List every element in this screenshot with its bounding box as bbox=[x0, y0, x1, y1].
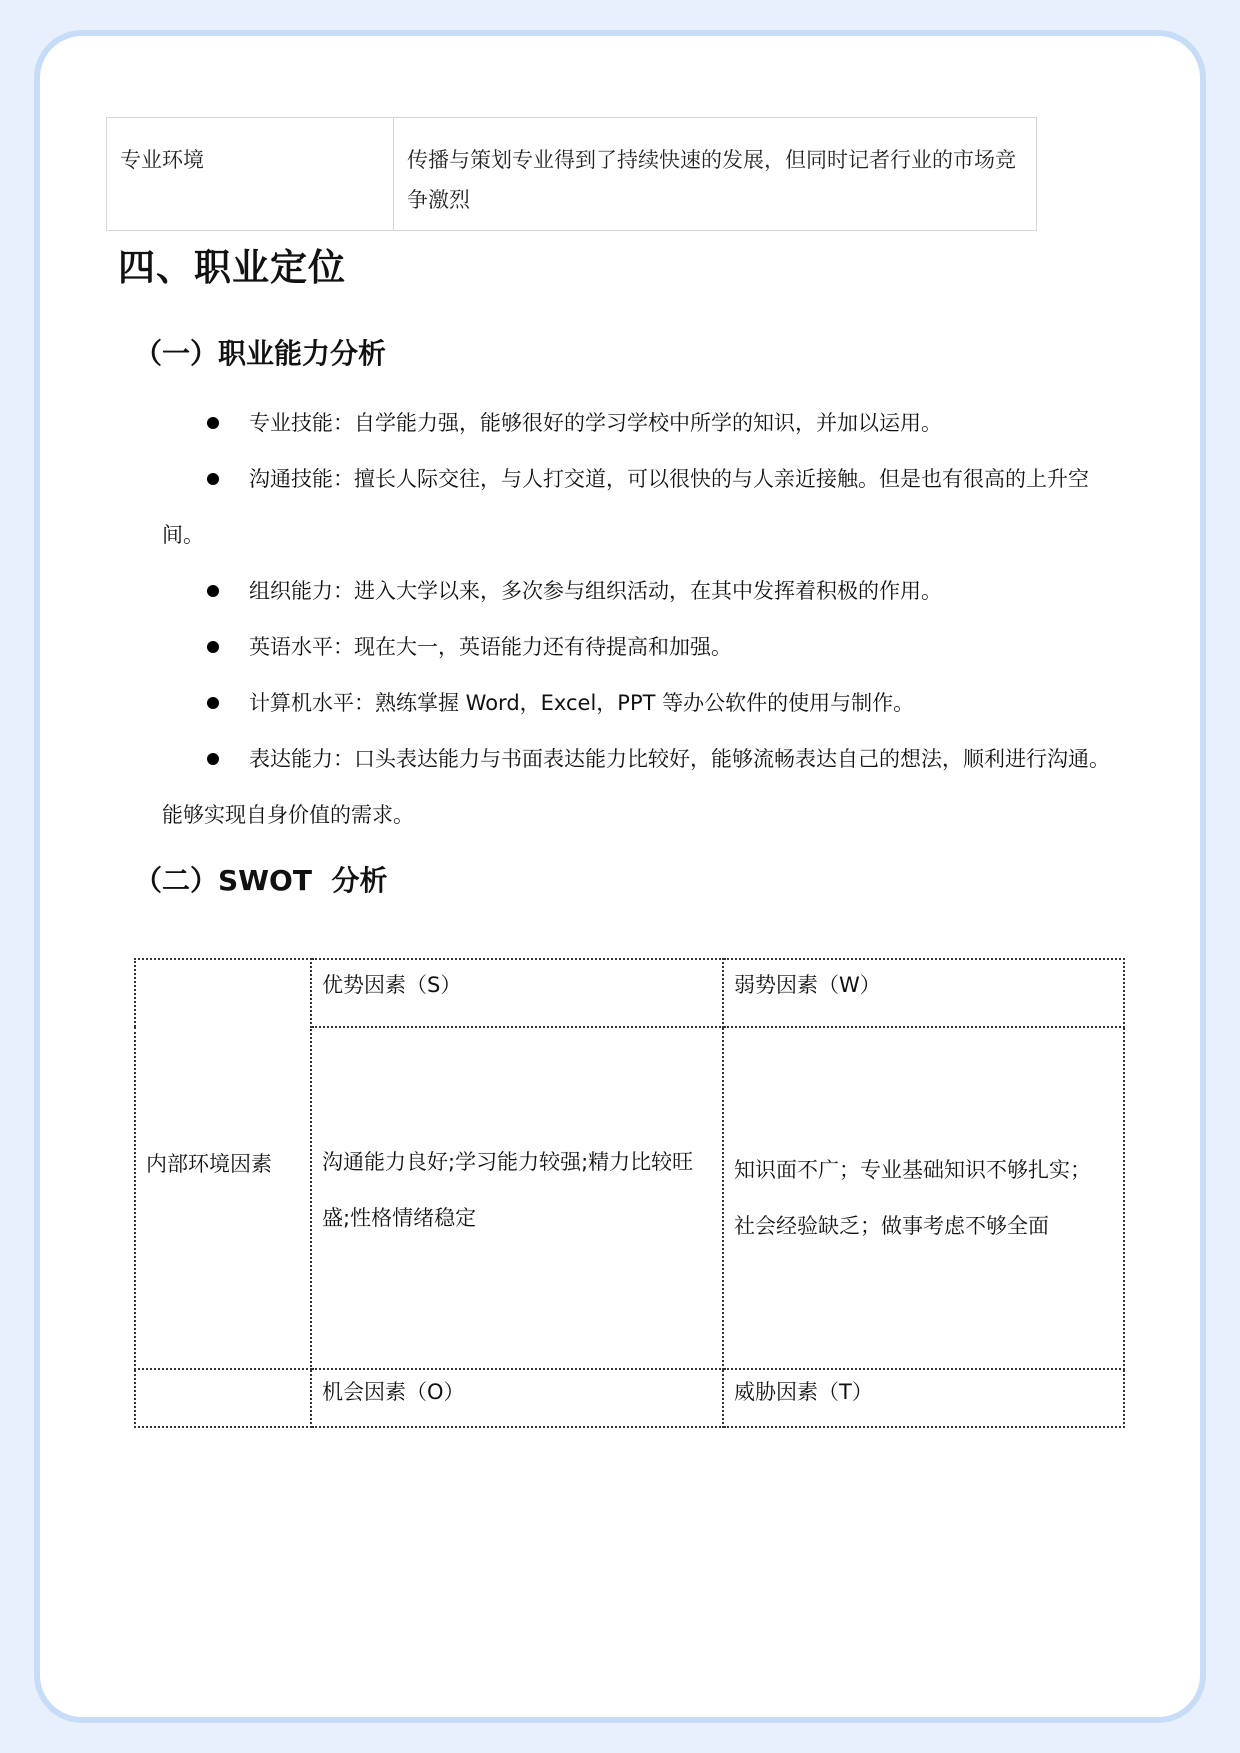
bullet-icon bbox=[207, 641, 219, 653]
list-item-text-continued: 能够实现自身价值的需求。 bbox=[162, 803, 414, 827]
list-item-text: 表达能力：口头表达能力与书面表达能力比较好，能够流畅表达自己的想法，顺利进行沟通。 bbox=[249, 747, 1110, 771]
list-item-text: 组织能力：进入大学以来，多次参与组织活动，在其中发挥着积极的作用。 bbox=[249, 579, 942, 603]
bullet-icon bbox=[207, 585, 219, 597]
environment-table bbox=[106, 117, 1037, 231]
weaknesses-header: 弱势因素（W） bbox=[723, 959, 1124, 1027]
list-item-text: 计算机水平：熟练掌握 Word，Excel，PPT 等办公软件的使用与制作。 bbox=[249, 691, 915, 715]
threats-header: 威胁因素（T） bbox=[723, 1369, 1124, 1427]
swot-table bbox=[134, 958, 1125, 1428]
bullet-icon bbox=[207, 697, 219, 709]
environment-label: 专业环境 bbox=[107, 118, 394, 231]
weaknesses-content bbox=[723, 1027, 1124, 1369]
section-title: 四、职业定位 bbox=[118, 246, 346, 289]
internal-factors-label: 内部环境因素 bbox=[135, 959, 311, 1369]
table-row bbox=[135, 959, 1124, 1027]
strengths-line: 沟通能力良好;学习能力较强;精力比较旺 bbox=[322, 1150, 694, 1174]
table-row bbox=[135, 1369, 1124, 1427]
list-item-text-continued: 间。 bbox=[162, 523, 204, 547]
subsection-swot-title: （二）SWOT 分析 bbox=[134, 864, 388, 897]
environment-description: 传播与策划专业得到了持续快速的发展，但同时记者行业的市场竞争激烈 bbox=[394, 118, 1037, 231]
bullet-icon bbox=[207, 417, 219, 429]
weaknesses-line: 知识面不广；专业基础知识不够扎实； bbox=[734, 1158, 1091, 1182]
external-factors-label bbox=[135, 1369, 311, 1427]
list-item-text: 沟通技能：擅长人际交往，与人打交道，可以很快的与人亲近接触。但是也有很高的上升空 bbox=[249, 467, 1089, 491]
weaknesses-line: 社会经验缺乏；做事考虑不够全面 bbox=[734, 1214, 1049, 1238]
strengths-header: 优势因素（S） bbox=[311, 959, 723, 1027]
strengths-content bbox=[311, 1027, 723, 1369]
strengths-line: 盛;性格情绪稳定 bbox=[322, 1206, 477, 1230]
list-item-text: 英语水平：现在大一，英语能力还有待提高和加强。 bbox=[249, 635, 732, 659]
table-row bbox=[107, 118, 1037, 231]
list-item-text: 专业技能：自学能力强，能够很好的学习学校中所学的知识，并加以运用。 bbox=[249, 411, 942, 435]
bullet-icon bbox=[207, 473, 219, 485]
bullet-icon bbox=[207, 753, 219, 765]
subsection-ability-title: （一）职业能力分析 bbox=[134, 337, 387, 370]
opportunities-header: 机会因素（O） bbox=[311, 1369, 723, 1427]
